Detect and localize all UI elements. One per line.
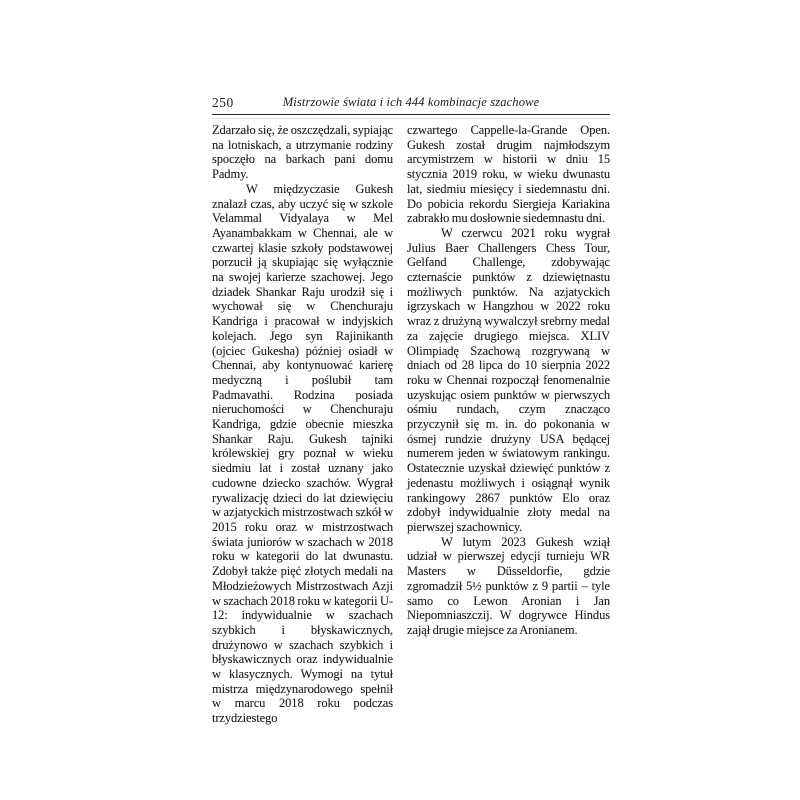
paragraph: W lutym 2023 Gukesh wziął udział w pierwszej edycji turnieju WR Masters w Düsseldorfie, gdzie zgromadził 5½ punktów z 9 partii – tyle samo co Lewon Aronian i Jan Niepomniaszczij. W dogrywce Hindus zajął drugie miejsce za Aronianem.: [407, 534, 610, 637]
paragraph: Zdarzało się, że oszczędzali, sypiając na lotniskach, a utrzymanie rodziny spoczęło na barkach pani domu Padmy.: [212, 123, 393, 182]
page-content: [212, 95, 610, 726]
paragraph: czwartego Cappelle-la-Grande Open. Gukesh został drugim najmłodszym arcymistrzem w historii w dniu 15 stycznia 2019 roku, w wieku dwunastu lat, siedmiu miesięcy i siedemnastu dni. Do pobicia rekordu Siergieja Kariakina zabrakło mu dosłownie siedemnastu dni.: [407, 123, 610, 226]
running-header-title: Mistrzowie świata i ich 444 kombinacje szachowe: [282, 95, 540, 109]
right-column: [407, 123, 610, 726]
left-column: [212, 123, 393, 726]
header-rule-faint: [212, 118, 610, 119]
paragraph: W międzyczasie Gukesh znalazł czas, aby uczyć się w szkole Velammal Vidyalaya w Mel Ayanambakkam w Chennai, ale w czwartej klasie szkoły podstawowej porzucił ją skupiając się wyłącznie na swojej karierze szachowej. Jego dziadek Shankar Raju urodził się i wychował się w Chenchuraju Kandriga i pracował w indyjskich kolejach. Jego syn Rajinikanth (ojciec Gukesha) później osiadł w Chennai, aby kontynuować karierę medyczną i poślubił tam Padmavathi. Rodzina posiada nieruchomości w Chenchuraju Kandriga, gdzie obecnie mieszka Shankar Raju. Gukesh tajniki królewskiej gry poznał w wieku siedmiu lat i został uznany jako cudowne dziecko szachów. Wygrał rywalizację dzieci do lat dziewięciu w azjatyckich mistrzostwach szkół w 2015 roku oraz w mistrzostwach świata juniorów w szachach w 2018 roku w kategorii do lat dwunastu. Zdobył także pięć złotych medali na Młodzieżowych Mistrzostwach Azji w szachach 2018 roku w kategorii U-12: indywidualnie w szachach szybkich i błyskawicznych, drużynowo w szachach szybkich i błyskawicznych oraz indywidualnie w klasycznych. Wymogi na tytuł mistrza międzynarodowego spełnił w marcu 2018 roku podczas trzydziestego: [212, 181, 393, 726]
running-header: [212, 95, 610, 112]
text-columns: [212, 123, 610, 726]
paragraph: W czerwcu 2021 roku wygrał Julius Baer Challengers Chess Tour, Gelfand Challenge, zdobywając czternaście punktów z dziewiętnastu możliwych punktów. Na azjatyckich igrzyskach w Hangzhou w 2022 roku wraz z drużyną wywalczył srebrny medal za zajęcie drugiego miejsca. XLIV Olimpiadę Szachową rozgrywaną w dniach od 28 lipca do 10 sierpnia 2022 roku w Chennai rozpoczął fenomenalnie uzyskując osiem punktów w pierwszych ośmiu rundach, czym znacząco przyczynił się m. in. do pokonania w ósmej rundzie drużyny USA będącej numerem jeden w światowym rankingu. Ostatecznie uzyskał dziewięć punktów z jedenastu możliwych i osiągnął wynik rankingowy 2867 punktów Elo oraz zdobył indywidualnie złoty medal na pierwszej szachownicy.: [407, 225, 610, 534]
header-rule: [212, 114, 610, 115]
page-number: 250: [212, 95, 234, 110]
